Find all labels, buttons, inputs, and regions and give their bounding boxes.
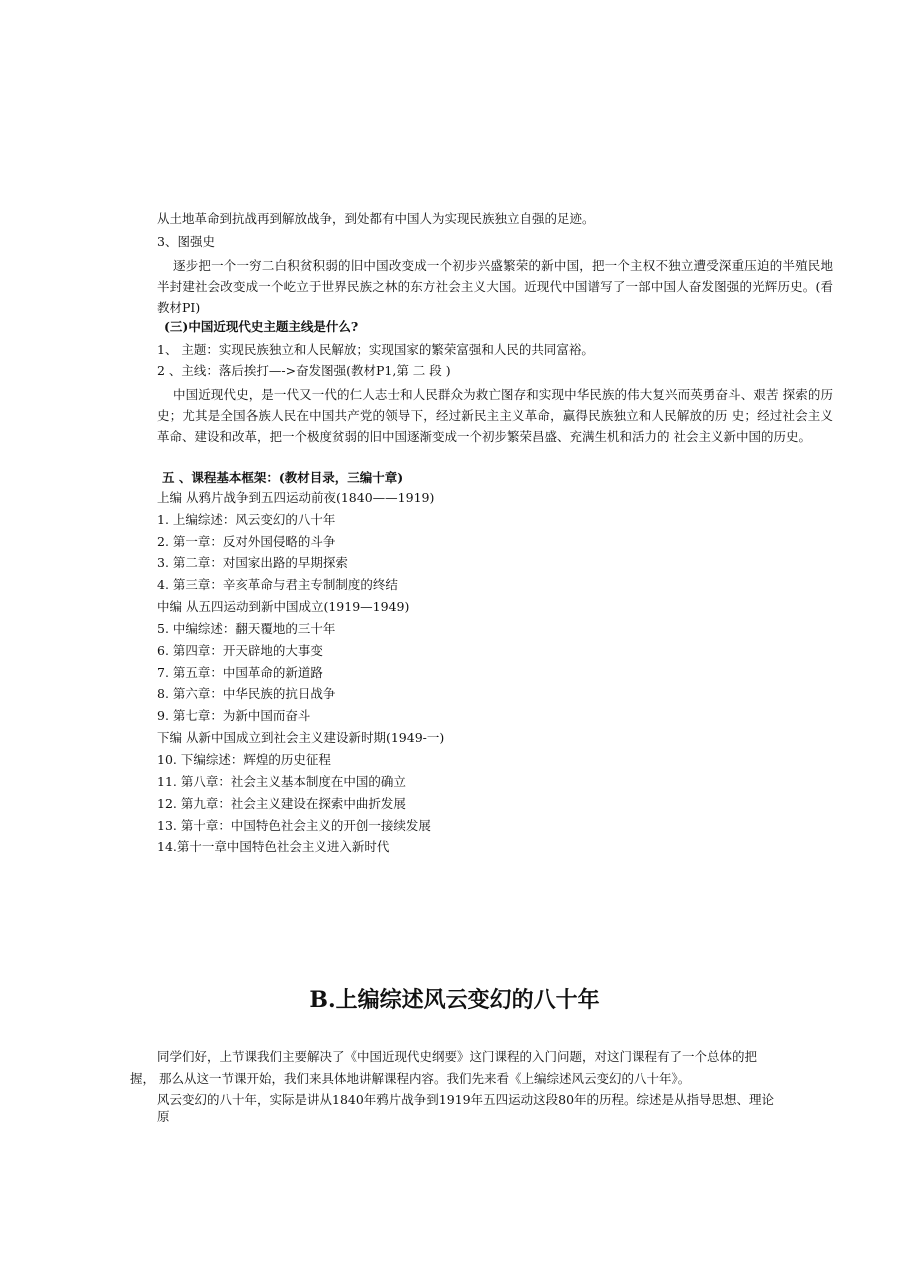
section-title: B.上编综述风云变幻的八十年 xyxy=(309,987,600,1013)
outline-item: 11. 第八章：社会主义基本制度在中国的确立 xyxy=(157,774,406,789)
outline-item: 8. 第六章：中华民族的抗日战争 xyxy=(157,686,336,701)
outline-item: 2. 第一章：反对外国侵略的斗争 xyxy=(157,534,336,549)
outline-item: 13. 第十章：中国特色社会主义的开创一接续发展 xyxy=(157,818,431,833)
intro-line: 握， 那么从这一节课开始，我们来具体地讲解课程内容。我们先来看《上编综述风云变幻的八十年》。 xyxy=(130,1071,691,1086)
outline-item: 14.第十一章中国特色社会主义进入新时代 xyxy=(157,839,390,854)
outline-item: 下编 从新中国成立到社会主义建设新时期(1949-一) xyxy=(157,730,445,745)
outline-item: 5. 中编综述：翻天覆地的三十年 xyxy=(157,621,336,636)
outline-item: 10. 下编综述：辉煌的历史征程 xyxy=(157,752,331,767)
outline-item: 3. 第二章：对国家出路的早期探索 xyxy=(157,555,348,570)
heading-course-framework: 五 、课程基本框架：(教材目录，三编十章) xyxy=(162,470,404,485)
outline-item: 9. 第七章：为新中国而奋斗 xyxy=(157,708,311,723)
outline-item: 4. 第三章：辛亥革命与君主专制制度的终结 xyxy=(157,577,398,592)
paragraph-summary: 中国近现代史，是一代又一代的仁人志士和人民群众为救亡图存和实现中华民族的伟大复兴而英勇奋斗、艰苦 探索的历史；尤其是全国各族人民在中国共产党的领导下，经过新民主主义革命，赢得民族独立和人民解放的历 史；经过社会主义革命、建设和改革，把一个极度贫弱的旧中国逐渐变成一个初步繁荣昌盛、充满生机和活力的 社会主义新中国的历史。 xyxy=(157,387,833,444)
intro-line: 风云变幻的八十年，实际是讲从1840年鸦片战争到1919年五四运动这段80年的历程。综述是从指导思想、理论 xyxy=(157,1092,775,1107)
line-theme: 1、 主题：实现民族独立和人民解放；实现国家的繁荣富强和人民的共同富裕。 xyxy=(157,342,594,357)
outline-item: 中编 从五四运动到新中国成立(1919—1949) xyxy=(157,599,410,614)
line-mainline: 2 、主线：落后挨打—->奋发图强(教材P1,第 二 段 ) xyxy=(157,363,451,378)
heading-theme-mainline: (三)中国近现代史主题主线是什么? xyxy=(164,319,359,334)
paragraph-tuqiang: 逐步把一个一穷二白积贫积弱的旧中国改变成一个初步兴盛繁荣的新中国，把一个主权不独立遭受深重压迫的半殖民地半封建社会改变成一个屹立于世界民族之林的东方社会主义大国。近现代中国谱写了一部中国人奋发图强的光辉历史。(看教材PI) xyxy=(157,258,833,315)
line-tuqiang-heading: 3、图强史 xyxy=(157,234,215,249)
intro-line: 原 xyxy=(157,1109,170,1124)
line-land-revolution: 从土地革命到抗战再到解放战争，到处都有中国人为实现民族独立自强的足迹。 xyxy=(157,211,595,226)
outline-item: 上编 从鸦片战争到五四运动前夜(1840——1919) xyxy=(157,490,435,505)
outline-item: 1. 上编综述：风云变幻的八十年 xyxy=(157,512,336,527)
outline-item: 6. 第四章：开天辟地的大事变 xyxy=(157,643,323,658)
outline-item: 7. 第五章：中国革命的新道路 xyxy=(157,665,323,680)
outline-item: 12. 第九章：社会主义建设在探索中曲折发展 xyxy=(157,796,406,811)
intro-line: 同学们好，上节课我们主要解决了《中国近现代史纲要》这门课程的入门问题，对这门课程有了一个总体的把 xyxy=(157,1049,758,1064)
